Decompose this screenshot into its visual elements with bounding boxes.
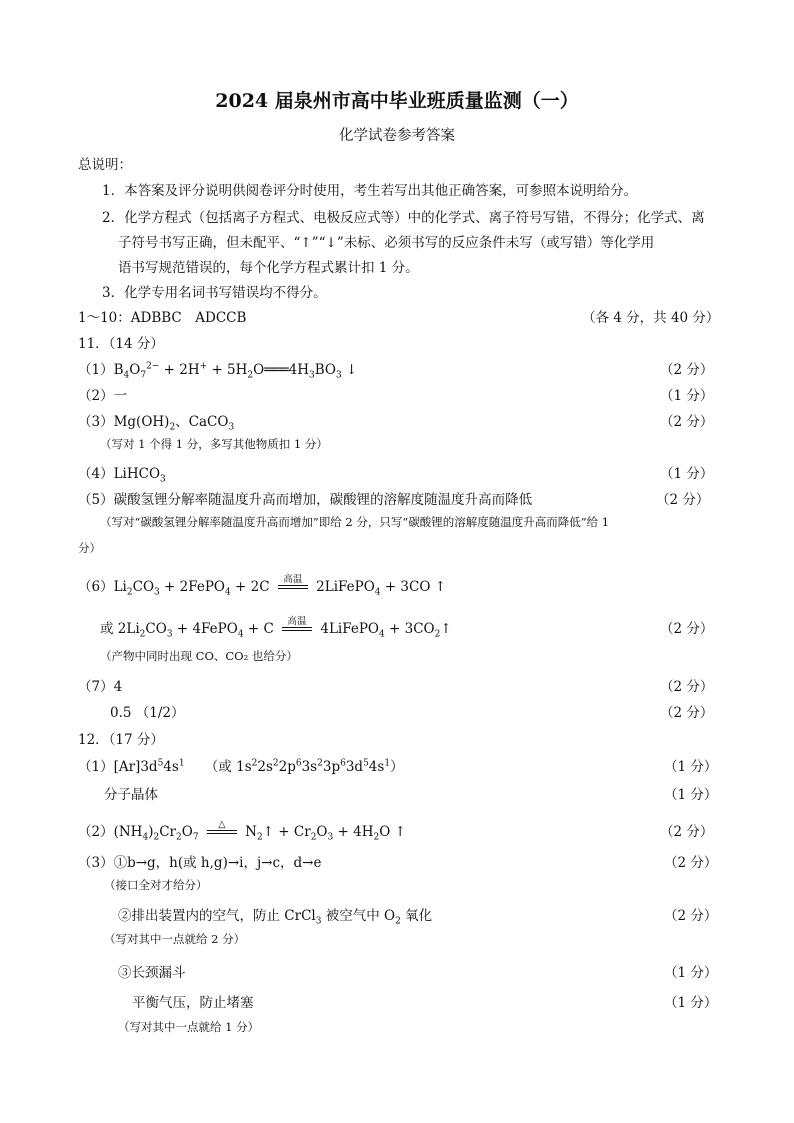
q11-part7: （7）4 — [78, 679, 123, 695]
q11-part6-equation-1: $(6)Li_2CO_3$ + 2FePO$_4$ + 2C 高温 2LiFePO$_4$ + 3CO ↑ — [78, 574, 447, 598]
q11-part5-note-line-1: （写对“碳酸氢锂分解率随温度升高而增加”即给 2 分，只写“碳酸锂的溶解度随温度升高而降低”给 1 — [100, 515, 610, 529]
q11-part7b: 0.5 （1/2） — [110, 705, 185, 721]
q12-part3b-note: （写对其中一点就给 2 分） — [104, 932, 246, 946]
q11-part6-or: 或 — [100, 621, 114, 637]
general-item-2-line-2: 子符号书写正确，但未配平、“↑”“↓”未标、必须书写的反应条件未写（或写错）等化学用 — [118, 235, 655, 251]
q12-part1b: 分子晶体 — [104, 787, 158, 803]
q12-part2-score: （2 分） — [660, 824, 714, 840]
page-title: 2024 届泉州市高中毕业班质量监测（一） — [215, 90, 579, 112]
q11-header: 11．（14 分） — [78, 336, 164, 352]
q12-part3d-note: （写对其中一点就给 1 分） — [118, 1020, 260, 1034]
mc-score: （各 4 分，共 40 分） — [582, 310, 720, 326]
q11-part1-score: （2 分） — [660, 362, 714, 378]
general-item-2-line-3: 语书写规范错误的，每个化学方程式累计扣 1 分。 — [118, 260, 419, 276]
q12-part3a-score: （2 分） — [664, 855, 718, 871]
general-item-1: 1．本答案及评分说明供阅卷评分时使用，考生若写出其他正确答案，可参照本说明给分。 — [102, 183, 638, 199]
q12-part3c: ③长颈漏斗 — [118, 965, 186, 981]
q11-part5-score: （2 分） — [656, 492, 710, 508]
q11-part5: （5）碳酸氢锂分解率随温度升高而增加，碳酸锂的溶解度随温度升高而降低 — [78, 492, 533, 508]
q12-part3a: （3）①b→g，h(或 h,g)→i，j→c，d→e — [78, 855, 322, 871]
q11-part2-score: （1 分） — [660, 388, 714, 404]
q12-part3b-score: （2 分） — [664, 908, 718, 924]
q12-part3d-score: （1 分） — [664, 995, 718, 1011]
q11-part5-note-line-2: 分） — [78, 541, 101, 555]
q11-part1: $(1)B_4O_7^{2-} + 2H^+$ + $5H_2O═══4H_3BO_3$ ↓ — [78, 361, 358, 381]
general-item-3: 3．化学专用名词书写错误均不得分。 — [102, 285, 327, 301]
q12-part3b: ②排出装置内的空气，防止 CrCl$_3$ 被空气中 $O_2$ 氧化 — [118, 908, 433, 927]
q11-part3-score: （2 分） — [660, 414, 714, 430]
q11-part6-note: （产物中同时出现 CO、CO₂ 也给分） — [100, 649, 298, 663]
general-item-2-line-1: 2．化学方程式（包括离子方程式、电极反应式等）中的化学式、离子符号写错，不得分；化学式、离 — [102, 210, 705, 226]
q11-part7b-score: （2 分） — [660, 705, 714, 721]
heat-condition: △ — [207, 819, 237, 834]
q12-part1b-score: （1 分） — [664, 787, 718, 803]
q12-part1-score: （1 分） — [664, 759, 718, 775]
q11-part3-note: （写对 1 个得 1 分，多写其他物质扣 1 分） — [100, 437, 328, 451]
mc-answers: 1～10：ADBBC ADCCB — [78, 310, 247, 326]
page-subtitle: 化学试卷参考答案 — [339, 128, 455, 144]
q12-part3d: 平衡气压，防止堵塞 — [132, 995, 254, 1011]
q12-part3c-score: （1 分） — [664, 965, 718, 981]
reaction-condition: 高温 — [282, 616, 312, 631]
reaction-condition: 高温 — [278, 574, 308, 589]
q11-part2: （2）一 — [78, 388, 128, 404]
q12-header: 12．（17 分） — [78, 732, 164, 748]
q11-part3: $(3)Mg(OH)_2$、CaCO$_3$ — [78, 414, 235, 433]
q12-part1: $(1)[Ar]3d^54s^1$ （或 $1s^22s^22p^63s^23p^63d^54s^1$） — [78, 758, 404, 775]
q11-part6-score: （2 分） — [660, 621, 714, 637]
general-heading: 总说明： — [78, 157, 132, 173]
q11-part4-score: （1 分） — [660, 466, 714, 482]
q11-part4: （4）LiHCO$_3$ — [78, 466, 166, 485]
q12-part3a-note: （接口全对才给分） — [104, 878, 208, 892]
q11-part7-score: （2 分） — [660, 679, 714, 695]
q11-part6-equation-2: 或 $2Li_2CO_3$ + 4FePO$_4$ + C 高温 4LiFePO$_4$ + $3CO_2↑$ — [100, 616, 452, 640]
q12-part2: $(2)(NH_4)_2Cr_2O_7$ △ $N_2↑ + Cr_2O_3 + 4H_2O$ ↑ — [78, 819, 406, 843]
q11-part1-num: （1） — [78, 362, 114, 378]
